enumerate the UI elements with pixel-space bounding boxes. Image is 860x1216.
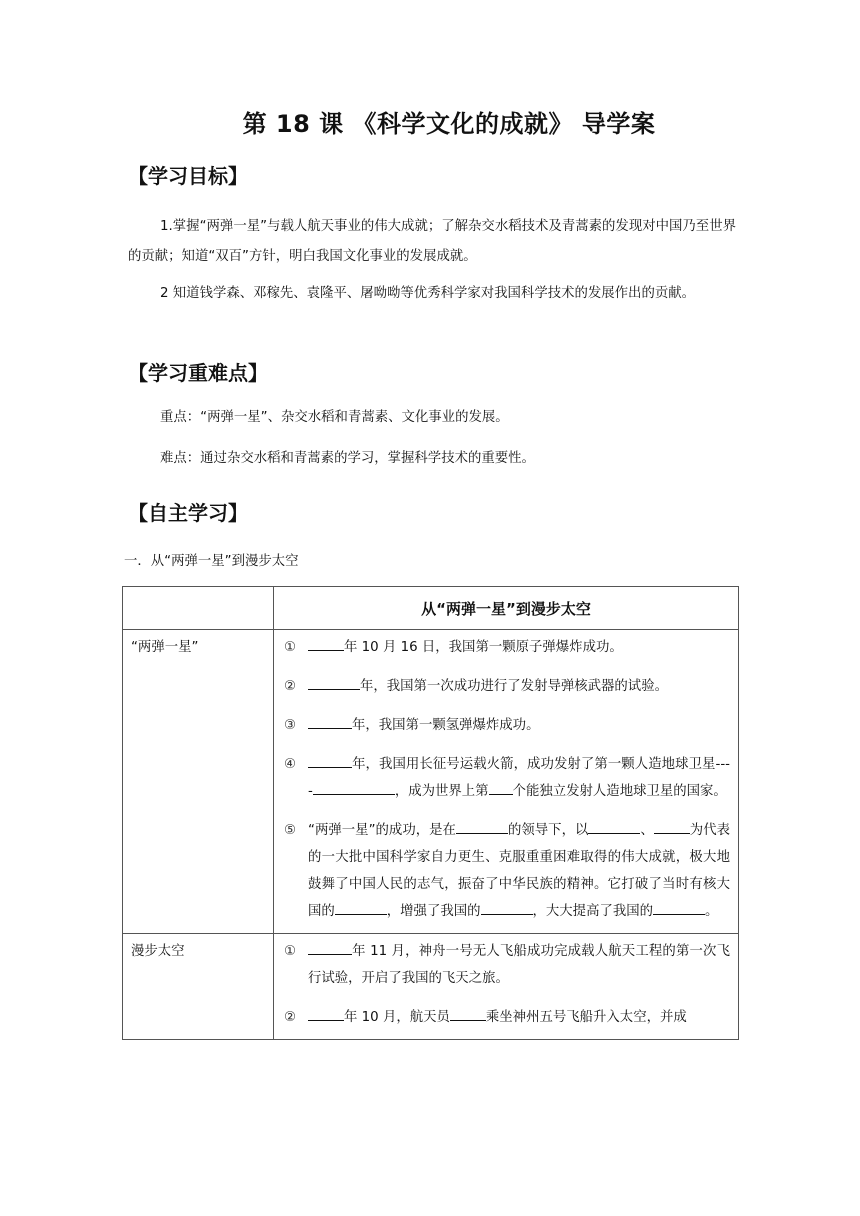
key-points-heading: 【学习重难点】 <box>128 361 268 385</box>
table-row <box>123 630 739 934</box>
item-number: ② <box>284 679 297 694</box>
item-number: ③ <box>284 718 297 733</box>
self-study-intro: 一．从“两弹一星”到漫步太空 <box>124 554 299 569</box>
item-number: ① <box>284 640 297 655</box>
fill-blank[interactable] <box>308 636 344 651</box>
fill-blank[interactable] <box>456 819 508 834</box>
item-number: ⑤ <box>284 823 297 838</box>
table-header-cell: 从“两弹一星”到漫步太空 <box>274 587 739 630</box>
table-header-row <box>123 587 739 630</box>
row-items <box>274 934 739 1040</box>
list-item <box>284 938 730 992</box>
item-number: ① <box>284 944 297 959</box>
item-text: 年 10 月，航天员 <box>344 1010 450 1025</box>
item-text: ，大大提高了我国的 <box>532 904 654 919</box>
item-text: “两弹一星”的成功，是在 <box>308 823 456 838</box>
item-text: 个能独立发射人造地球卫星的国家。 <box>512 784 727 799</box>
fill-blank[interactable] <box>313 780 395 795</box>
fill-blank[interactable] <box>335 900 387 915</box>
item-text: ，成为世界上第 <box>394 784 489 799</box>
self-study-heading: 【自主学习】 <box>128 501 248 525</box>
item-number: ② <box>284 1010 297 1025</box>
item-text: 年，我国第一颗氢弹爆炸成功。 <box>352 718 540 733</box>
list-item <box>284 817 730 925</box>
item-text: 。 <box>705 904 719 919</box>
item-text: 年 10 月 16 日，我国第一颗原子弹爆炸成功。 <box>344 640 623 655</box>
fill-blank[interactable] <box>654 819 690 834</box>
item-text: 的领导下，以 <box>507 823 589 838</box>
fill-blank[interactable] <box>588 819 640 834</box>
list-item <box>284 1004 730 1031</box>
table-row <box>123 934 739 1040</box>
list-item <box>284 751 730 805</box>
key-points-focus: 重点：“两弹一星”、杂交水稻和青蒿素、文化事业的发展。 <box>160 410 509 425</box>
item-text: 年 11 月，神舟一号无人飞船成功完成载人航天工程的第一次飞行试验，开启了我国的飞天之旅。 <box>308 944 730 986</box>
item-text: 为代表的一大批中国科学家自力更生、克服重重困难取得的伟大成就，极大地鼓舞了中国人民的志气，振奋了中华民族的精神。它打破了当时有核大国的 <box>308 823 731 919</box>
fill-blank[interactable] <box>308 1006 344 1021</box>
fill-blank[interactable] <box>308 675 360 690</box>
item-text: 年，我国用长征号运载火箭，成功发射了第一颗人造地球卫星---- <box>308 757 730 799</box>
fill-blank[interactable] <box>308 714 352 729</box>
item-text: 年，我国第一次成功进行了发射导弹核武器的试验。 <box>360 679 668 694</box>
list-item <box>284 673 730 700</box>
fill-blank[interactable] <box>308 753 352 768</box>
list-item <box>284 712 730 739</box>
list-item <box>284 634 730 661</box>
row-items <box>274 630 739 934</box>
row-category: 漫步太空 <box>123 934 274 1040</box>
fill-blank[interactable] <box>450 1006 486 1021</box>
page-title: 第 18 课 《科学文化的成就》 导学案 <box>242 110 656 138</box>
row-category: “两弹一星” <box>123 630 274 934</box>
item-number: ④ <box>284 757 297 772</box>
objectives-paragraph-1: 1.掌握“两弹一星”与载人航天事业的伟大成就；了解杂交水稻技术及青蒿素的发现对中国乃至世界的贡献；知道“双百”方针，明白我国文化事业的发展成就。 <box>128 219 736 264</box>
table-header-empty-cell <box>123 587 274 630</box>
objectives-heading: 【学习目标】 <box>128 164 248 188</box>
objectives-paragraph-2: 2 知道钱学森、邓稼先、袁隆平、屠呦呦等优秀科学家对我国科学技术的发展作出的贡献。 <box>160 286 696 301</box>
item-text: 乘坐神州五号飞船升入太空，并成 <box>485 1010 687 1025</box>
item-text: 、 <box>640 823 654 838</box>
key-points-difficulty: 难点：通过杂交水稻和青蒿素的学习，掌握科学技术的重要性。 <box>160 451 535 466</box>
fill-blank[interactable] <box>489 780 513 795</box>
study-table <box>122 586 739 1040</box>
fill-blank[interactable] <box>481 900 533 915</box>
item-text: ，增强了我国的 <box>386 904 481 919</box>
fill-blank[interactable] <box>308 940 352 955</box>
fill-blank[interactable] <box>653 900 705 915</box>
